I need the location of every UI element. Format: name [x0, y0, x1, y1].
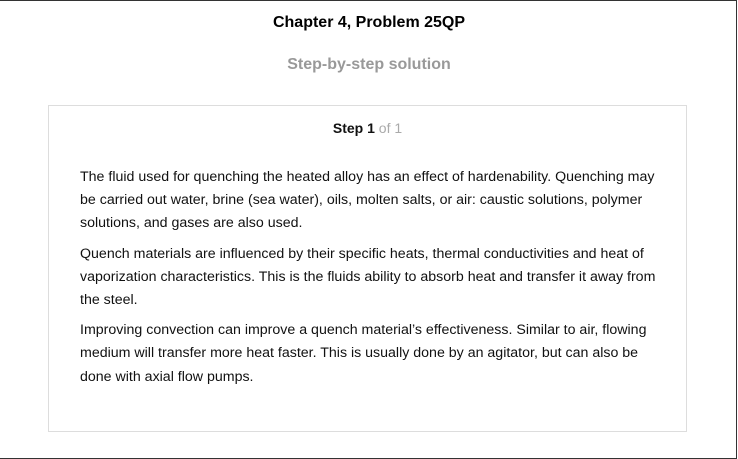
page-title: Chapter 4, Problem 25QP	[272, 14, 466, 31]
step-card	[48, 105, 687, 432]
step-body	[80, 166, 670, 396]
step-header	[49, 119, 686, 137]
step-of-total: of 1	[378, 120, 403, 136]
step-paragraph: Improving convection can improve a quench material’s effectiveness. Similar to air, flowing medium will transfer more heat faster. This is usually done by an agitator, but can also be done with axial flow pumps.	[80, 322, 647, 385]
step-paragraph: Quench materials are influenced by their specific heats, thermal conductivities and heat of vaporization characteristics. This is the fluids ability to absorb heat and transfer it away from the steel.	[80, 245, 656, 309]
solution-subtitle: Step-by-step solution	[287, 56, 451, 73]
step-paragraph: The fluid used for quenching the heated alloy has an effect of hardenability. Quenching may be carried out water, brine (sea water), oils, molten salts, or air: caustic solutions, polymer solutions, and gases are also used.	[80, 169, 655, 232]
step-label: Step	[332, 120, 364, 136]
step-number: 1	[367, 120, 375, 136]
